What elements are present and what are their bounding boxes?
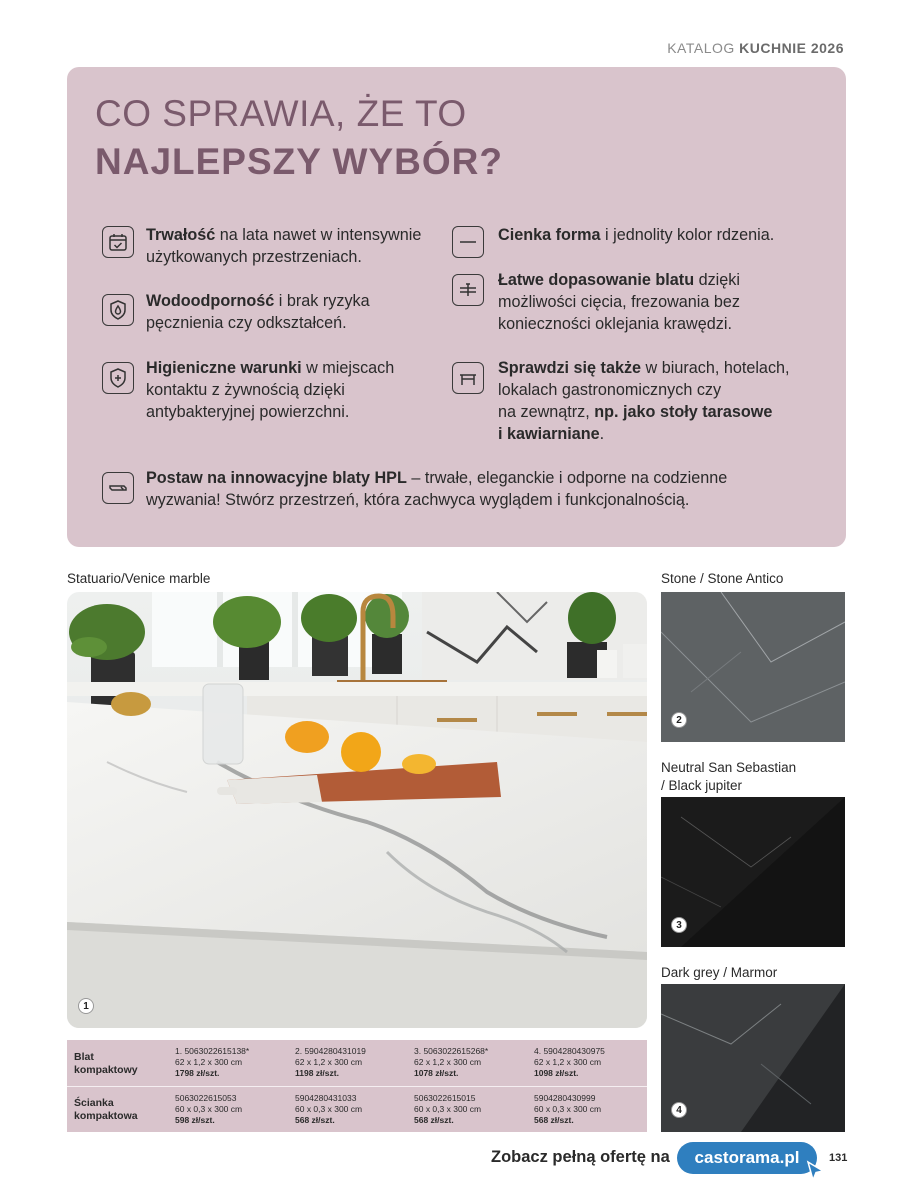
product-code: 2. 5904280431019 xyxy=(295,1046,366,1056)
catalog-title: KUCHNIE 2026 xyxy=(739,40,844,56)
row-heading-line-2: kompaktowy xyxy=(74,1064,138,1076)
feature-also-fits-text-2: lokalach gastronomicznych czy xyxy=(498,381,722,399)
feature-also-fits-text-4-bold: i kawiarniane xyxy=(498,425,600,443)
product-price: 1078 zł/szt. xyxy=(414,1068,459,1078)
feature-easy-fit-text-2: możliwości cięcia, frezowania bez xyxy=(498,293,741,311)
row-heading xyxy=(74,1097,138,1123)
feature-hpl xyxy=(146,467,836,511)
feature-thin-form xyxy=(498,224,828,246)
feature-hpl-title: Postaw na innowacyjne blaty HPL xyxy=(146,469,407,487)
swatch-black-texture xyxy=(661,797,845,947)
feature-also-fits-text-3-bold: np. jako stoły tarasowe xyxy=(594,403,773,421)
product-number-3: 3 xyxy=(671,917,687,933)
price-cell xyxy=(414,1093,481,1126)
cursor-arrow-icon xyxy=(806,1160,826,1182)
swatch-3-label-line-2: / Black jupiter xyxy=(661,778,743,793)
product-code: 1. 5063022615138* xyxy=(175,1046,250,1056)
table-row xyxy=(67,1086,647,1132)
product-dims: 60 x 0,3 x 300 cm xyxy=(534,1104,602,1114)
feature-waterproof-title: Wodoodporność xyxy=(146,292,275,310)
product-number-2: 2 xyxy=(671,712,687,728)
catalog-label: KATALOG xyxy=(667,40,735,56)
product-code: 3. 5063022615268* xyxy=(414,1046,489,1056)
cut-countertop-icon xyxy=(452,274,484,306)
price-cell xyxy=(295,1093,362,1126)
headline-line-2: NAJLEPSZY WYBÓR? xyxy=(95,141,503,182)
feature-also-fits-title: Sprawdzi się także xyxy=(498,359,642,377)
thin-panel-icon xyxy=(452,226,484,258)
feature-easy-fit-title: Łatwe dopasowanie blatu xyxy=(498,271,695,289)
feature-durability-text-2: użytkowanych przestrzeniach. xyxy=(146,248,362,266)
main-product-label: Statuario/Venice marble xyxy=(67,571,211,586)
water-drop-shield-icon xyxy=(102,294,134,326)
feature-also-fits-text-4-end: . xyxy=(599,425,605,443)
feature-hygiene-text-2: kontaktu z żywnością dzięki xyxy=(146,381,345,399)
feature-also-fits-text-3: na zewnątrz, xyxy=(498,403,595,421)
price-cell xyxy=(534,1093,601,1126)
feature-easy-fit-text-1: dzięki xyxy=(694,271,740,289)
swatch-2-label: Stone / Stone Antico xyxy=(661,571,784,586)
feature-easy-fit xyxy=(498,269,828,335)
product-dims: 62 x 1,2 x 300 cm xyxy=(414,1057,482,1067)
feature-panel xyxy=(67,67,846,547)
page-number: 131 xyxy=(829,1152,848,1164)
product-price: 1098 zł/szt. xyxy=(534,1068,579,1078)
product-number-1: 1 xyxy=(78,998,94,1014)
calendar-check-icon xyxy=(102,226,134,258)
price-cell xyxy=(295,1046,366,1079)
feature-durability-text-1: na lata nawet w intensywnie xyxy=(215,226,422,244)
feature-hygiene-title: Higieniczne warunki xyxy=(146,359,302,377)
feature-waterproof xyxy=(146,290,466,334)
feature-hpl-text-2: wyzwania! Stwórz przestrzeń, która zachwyca wyglądem i funkcjonalnością. xyxy=(146,491,690,509)
product-code: 5063022615053 xyxy=(175,1093,237,1103)
table-icon xyxy=(452,362,484,394)
price-cell xyxy=(175,1093,242,1126)
product-price: 568 zł/szt. xyxy=(414,1115,454,1125)
shield-plus-icon xyxy=(102,362,134,394)
price-table xyxy=(67,1040,647,1132)
feature-easy-fit-text-3: konieczności oklejania krawędzi. xyxy=(498,315,732,333)
feature-durability xyxy=(146,224,466,268)
product-dims: 60 x 0,3 x 300 cm xyxy=(414,1104,482,1114)
feature-hygiene-text-3: antybakteryjnej powierzchni. xyxy=(146,403,350,421)
product-price: 1198 zł/szt. xyxy=(295,1068,339,1078)
row-heading-line-1: Blat xyxy=(74,1051,94,1063)
catalog-header xyxy=(667,40,844,56)
feature-thin-form-text-1: i jednolity kolor rdzenia. xyxy=(600,226,775,244)
product-dims: 60 x 0,3 x 300 cm xyxy=(295,1104,363,1114)
product-price: 1798 zł/szt. xyxy=(175,1068,220,1078)
feature-durability-title: Trwałość xyxy=(146,226,216,244)
swatch-stone-texture xyxy=(661,592,845,742)
product-price: 568 zł/szt. xyxy=(534,1115,574,1125)
swatch-dark-grey-marmor xyxy=(661,984,845,1132)
headline-line-1: CO SPRAWIA, ŻE TO xyxy=(95,93,467,134)
price-cell xyxy=(175,1046,249,1079)
swatch-black-jupiter xyxy=(661,797,845,947)
swatch-3-label-line-1: Neutral San Sebastian xyxy=(661,760,797,775)
product-code: 4. 5904280430975 xyxy=(534,1046,605,1056)
product-price: 598 zł/szt. xyxy=(175,1115,215,1125)
product-code: 5063022615015 xyxy=(414,1093,476,1103)
table-row xyxy=(67,1040,647,1086)
product-dims: 62 x 1,2 x 300 cm xyxy=(534,1057,602,1067)
product-code: 5904280431033 xyxy=(295,1093,357,1103)
product-number-4: 4 xyxy=(671,1102,687,1118)
feature-hpl-text-1: – trwałe, eleganckie i odporne na codzienne xyxy=(406,469,728,487)
feature-thin-form-title: Cienka forma xyxy=(498,226,601,244)
feature-hygiene xyxy=(146,357,466,423)
footer-cta-text: Zobacz pełną ofertę na xyxy=(491,1148,670,1166)
product-dims: 62 x 1,2 x 300 cm xyxy=(295,1057,363,1067)
row-heading-line-1: Ścianka xyxy=(74,1097,114,1109)
price-cell xyxy=(534,1046,605,1079)
swatch-3-label xyxy=(661,759,796,795)
feature-waterproof-text-2: pęcznienia czy odkształceń. xyxy=(146,314,347,332)
feature-hygiene-text-1: w miejscach xyxy=(301,359,395,377)
product-code: 5904280430999 xyxy=(534,1093,596,1103)
swatch-4-label: Dark grey / Marmor xyxy=(661,965,778,980)
kitchen-illustration xyxy=(67,592,647,1028)
feature-waterproof-text-1: i brak ryzyka xyxy=(274,292,370,310)
castorama-link-button[interactable]: castorama.pl xyxy=(677,1142,817,1174)
product-dims: 60 x 0,3 x 300 cm xyxy=(175,1104,243,1114)
feature-also-fits-text-1: w biurach, hotelach, xyxy=(641,359,790,377)
row-heading xyxy=(74,1051,138,1077)
swatch-dark-grey-texture xyxy=(661,984,845,1132)
swatch-stone-antico xyxy=(661,592,845,742)
price-cell xyxy=(414,1046,488,1079)
feature-also-fits xyxy=(498,357,838,445)
row-heading-line-2: kompaktowa xyxy=(74,1110,138,1122)
product-price: 568 zł/szt. xyxy=(295,1115,335,1125)
product-dims: 62 x 1,2 x 300 cm xyxy=(175,1057,243,1067)
countertop-icon xyxy=(102,472,134,504)
kitchen-photo xyxy=(67,592,647,1028)
